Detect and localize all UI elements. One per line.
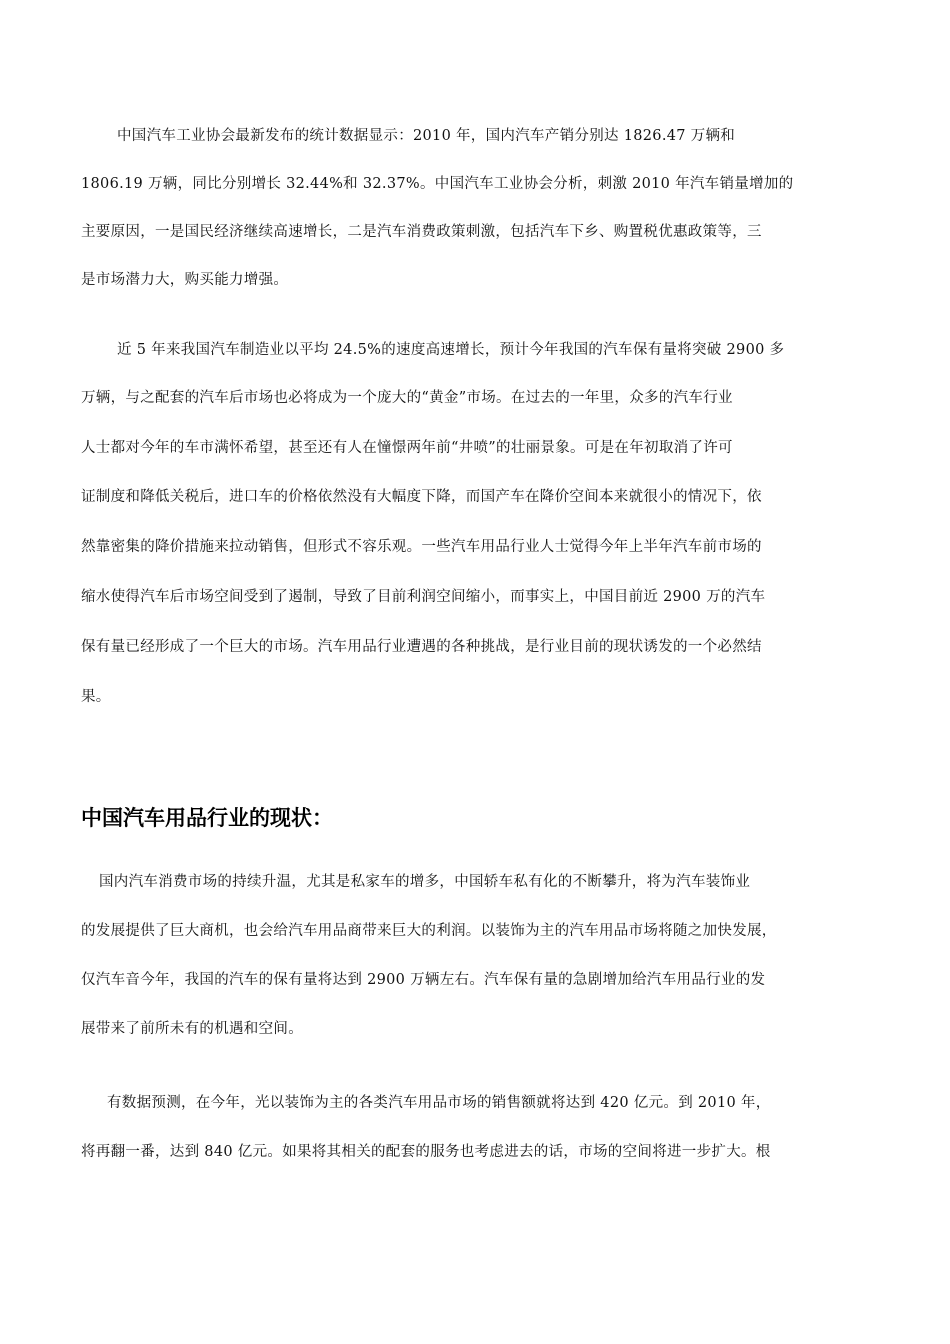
paragraph-3-line-1: 国内汽车消费市场的持续升温，尤其是私家车的增多，中国轿车私有化的不断攀升，将为汽车装饰业 — [99, 874, 751, 890]
paragraph-4-line-2: 将再翻一番，达到 840 亿元。如果将其相关的配套的服务也考虑进去的话，市场的空间将进一步扩大。根 — [81, 1144, 771, 1160]
paragraph-2-line-5: 然靠密集的降价措施来拉动销售，但形式不容乐观。一些汽车用品行业人士觉得今年上半年汽车前市场的 — [81, 539, 762, 555]
paragraph-2-line-6: 缩水使得汽车后市场空间受到了遏制，导致了目前利润空间缩小，而事实上，中国目前近 2900 万的汽车 — [81, 589, 766, 605]
paragraph-3-line-3: 仅汽车音今年，我国的汽车的保有量将达到 2900 万辆左右。汽车保有量的急剧增加给汽车用品行业的发 — [81, 972, 766, 988]
paragraph-2-line-7: 保有量已经形成了一个巨大的市场。汽车用品行业遭遇的各种挑战，是行业目前的现状诱发的一个必然结 — [81, 639, 762, 655]
paragraph-1-line-2: 1806.19 万辆，同比分别增长 32.44%和 32.37%。中国汽车工业协会分析，刺激 2010 年汽车销量增加的 — [81, 176, 794, 192]
paragraph-4-line-1: 有数据预测，在今年，光以装饰为主的各类汽车用品市场的销售额就将达到 420 亿元。到 2010 年， — [107, 1095, 771, 1111]
paragraph-1-line-3: 主要原因，一是国民经济继续高速增长，二是汽车消费政策刺激，包括汽车下乡、购置税优惠政策等，三 — [81, 224, 762, 240]
paragraph-1-line-4: 是市场潜力大，购买能力增强。 — [81, 272, 289, 288]
paragraph-1-line-1: 中国汽车工业协会最新发布的统计数据显示：2010 年，国内汽车产销分别达 1826.47 万辆和 — [117, 128, 736, 144]
paragraph-2-line-4: 证制度和降低关税后，进口车的价格依然没有大幅度下降，而国产车在降价空间本来就很小的情况下，依 — [81, 489, 762, 505]
paragraph-3-line-4: 展带来了前所未有的机遇和空间。 — [81, 1021, 303, 1037]
section-heading: 中国汽车用品行业的现状： — [81, 806, 333, 830]
paragraph-2-line-8: 果。 — [81, 689, 111, 705]
paragraph-2-line-3: 人士都对今年的车市满怀希望，甚至还有人在憧憬两年前“井喷”的壮丽景象。可是在年初取消了许可 — [81, 440, 733, 456]
paragraph-2-line-1: 近 5 年来我国汽车制造业以平均 24.5%的速度高速增长，预计今年我国的汽车保有量将突破 2900 多 — [117, 342, 785, 358]
paragraph-2-line-2: 万辆，与之配套的汽车后市场也必将成为一个庞大的“黄金”市场。在过去的一年里，众多的汽车行业 — [81, 390, 733, 406]
paragraph-3-line-2: 的发展提供了巨大商机，也会给汽车用品商带来巨大的利润。以装饰为主的汽车用品市场将随之加快发展， — [81, 923, 777, 939]
